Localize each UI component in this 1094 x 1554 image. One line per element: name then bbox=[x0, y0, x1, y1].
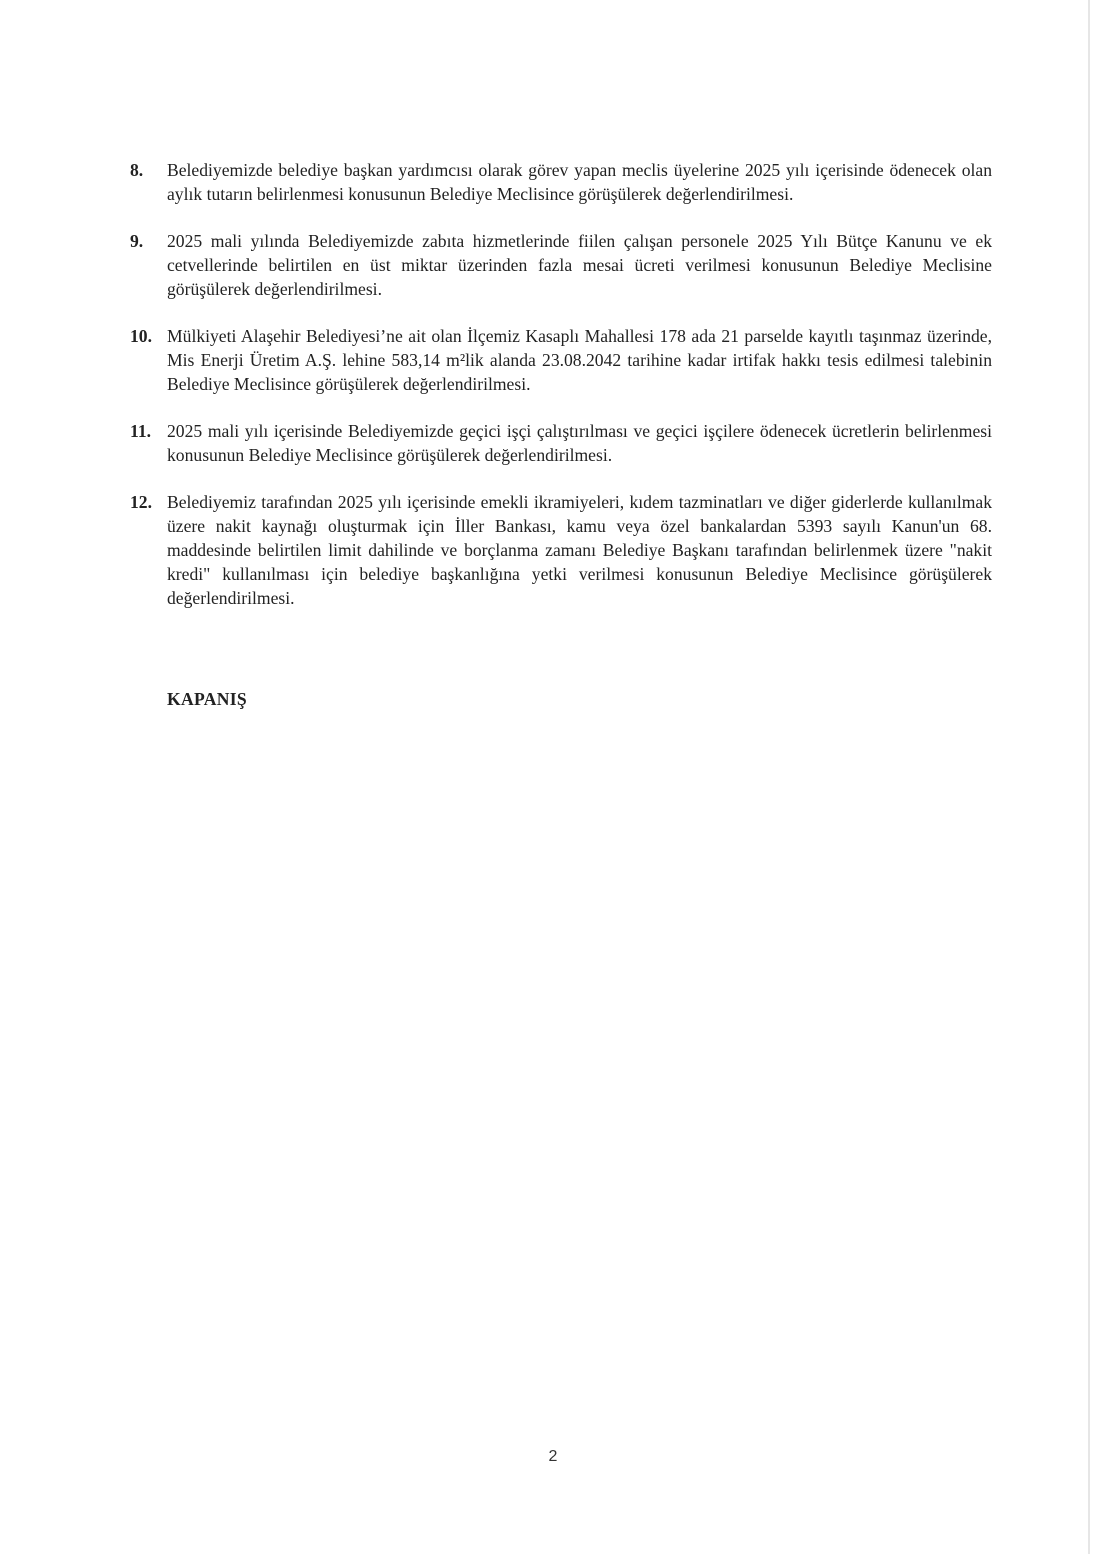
agenda-item-number: 12. bbox=[130, 492, 152, 512]
agenda-item-12 bbox=[130, 490, 992, 610]
agenda-item-9 bbox=[130, 229, 992, 301]
agenda-item-number: 11. bbox=[130, 421, 152, 441]
agenda-item-text: 2025 mali yılı içerisinde Belediyemizde geçici işçi çalıştırılması ve geçici işçilere ödenecek ücretlerin belirlenmesi konusunun Belediye Meclisince görüşülerek değerlendirilmesi. bbox=[167, 421, 992, 465]
agenda-item-text: Belediyemizde belediye başkan yardımcısı olarak görev yapan meclis üyelerine 2025 yılı içerisinde ödenecek olan aylık tutarın belirlenmesi konusunun Belediye Meclisince görüşülerek değerlendirilmesi. bbox=[167, 160, 992, 204]
agenda-item-text: Belediyemiz tarafından 2025 yılı içerisinde emekli ikramiyeleri, kıdem tazminatları ve diğer giderlerde kullanılmak üzere nakit kaynağı oluşturmak için İller Bankası, kamu veya özel bankalardan 5393 sayılı Kanun'un 68. maddesinde belirtilen limit dahilinde ve borçlanma zamanı Belediye Başkanı tarafından belirlenmek üzere "nakit kredi" kullanılması için belediye başkanlığına yetki verilmesi konusunun Belediye Meclisince görüşülerek değerlendirilmesi. bbox=[167, 492, 992, 608]
agenda-item-8 bbox=[130, 158, 992, 206]
agenda-item-number: 8. bbox=[130, 160, 144, 180]
agenda-item-11 bbox=[130, 419, 992, 467]
agenda-list bbox=[130, 158, 992, 633]
agenda-item-text: 2025 mali yılında Belediyemizde zabıta hizmetlerinde fiilen çalışan personele 2025 Yılı Bütçe Kanunu ve ek cetvellerinde belirtilen en üst miktar üzerinden fazla mesai ücreti verilmesi konusunun Belediye Meclisine görüşülerek değerlendirilmesi. bbox=[167, 231, 992, 299]
agenda-item-10 bbox=[130, 324, 992, 396]
agenda-item-text: Mülkiyeti Alaşehir Belediyesi’ne ait olan İlçemiz Kasaplı Mahallesi 178 ada 21 parselde kayıtlı taşınmaz üzerinde, Mis Enerji Üretim A.Ş. lehine 583,14 m²lik alanda 23.08.2042 tarihine kadar irtifak hakkı tesis edilmesi talebinin Belediye Meclisince görüşülerek değerlendirilmesi. bbox=[167, 326, 992, 394]
scan-edge-line bbox=[1088, 0, 1090, 1554]
page-number: 2 bbox=[548, 1448, 558, 1465]
closing-heading: KAPANIŞ bbox=[167, 689, 247, 709]
agenda-item-number: 10. bbox=[130, 326, 152, 346]
agenda-item-number: 9. bbox=[130, 231, 144, 251]
